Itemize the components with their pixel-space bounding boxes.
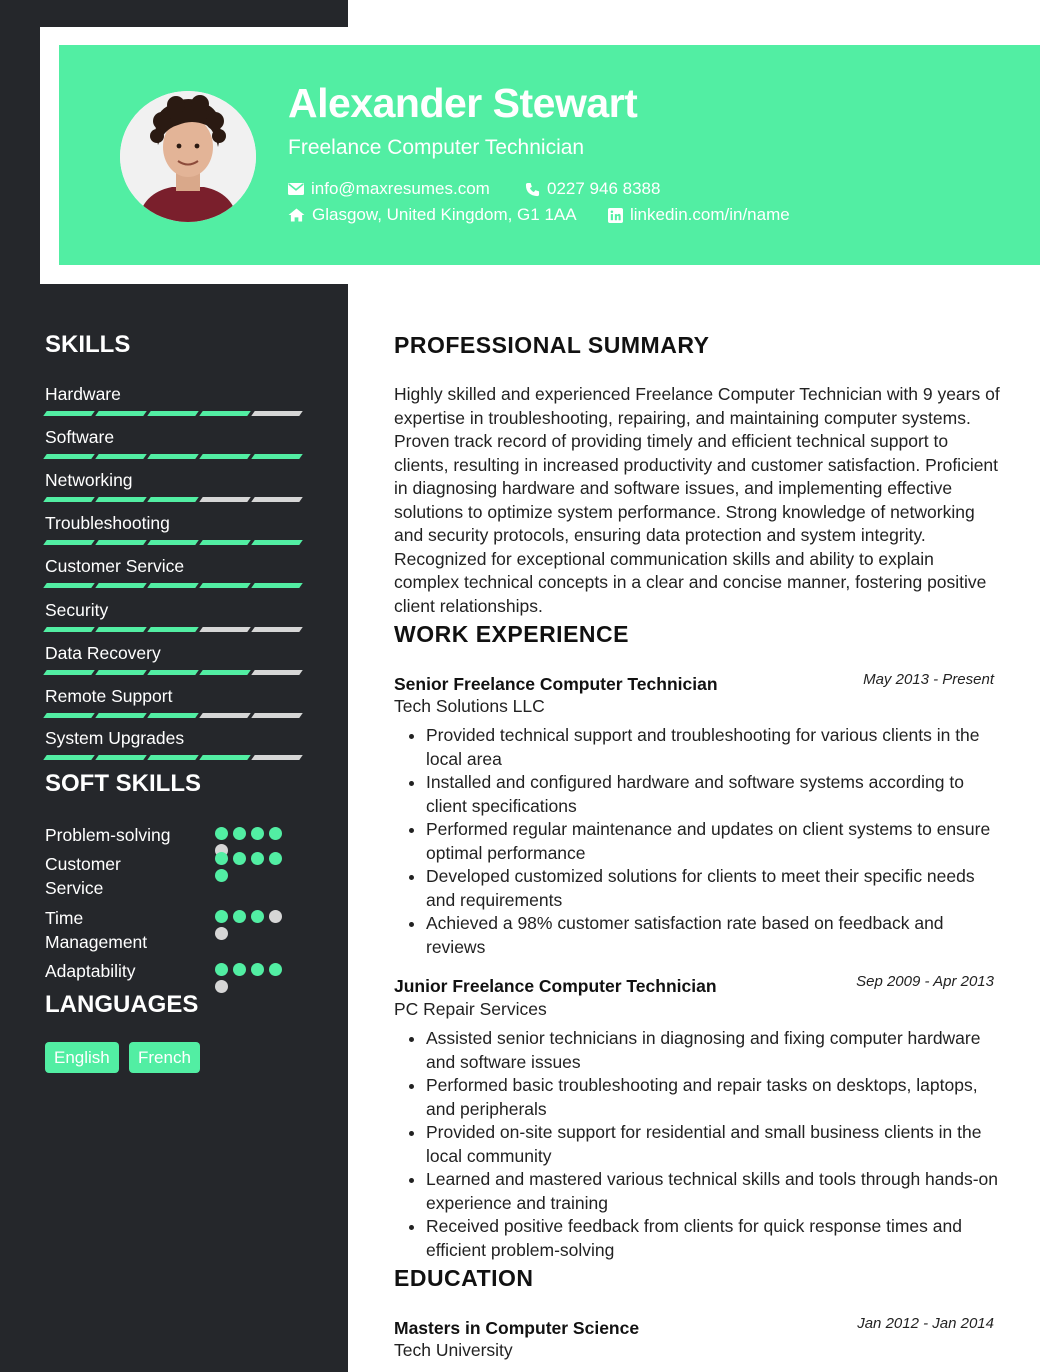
skill-level-segment	[251, 755, 303, 760]
education-heading: EDUCATION	[394, 1265, 534, 1291]
skill-level-segment	[43, 627, 95, 632]
rating-dot	[215, 963, 228, 976]
skill-row	[45, 384, 305, 416]
rating-dot	[269, 852, 282, 865]
skill-label: Security	[45, 600, 109, 620]
rating-dot	[269, 827, 282, 840]
rating-dot	[215, 869, 228, 882]
soft-skill-rating	[215, 910, 290, 940]
skill-level-segment	[147, 713, 199, 718]
skill-level-bar	[45, 627, 305, 632]
skill-row	[45, 427, 305, 459]
skill-level-segment	[199, 713, 251, 718]
skill-level-bar	[45, 583, 305, 588]
rating-dot	[269, 963, 282, 976]
rating-dot	[233, 963, 246, 976]
job-dates: May 2013 - Present	[863, 671, 994, 688]
skill-level-segment	[147, 755, 199, 760]
rating-dot	[269, 910, 282, 923]
skill-level-segment	[251, 497, 303, 502]
job-bullets	[394, 1027, 1000, 1262]
rating-dot	[251, 852, 264, 865]
linkedin-text: linkedin.com/in/name	[630, 205, 790, 224]
skill-label: Hardware	[45, 384, 121, 404]
skill-level-segment	[147, 627, 199, 632]
rating-dot	[233, 827, 246, 840]
skill-level-segment	[199, 497, 251, 502]
soft-skill-label: Customer Service	[45, 854, 121, 898]
language-tag-english: English	[45, 1042, 119, 1073]
skill-level-segment	[251, 540, 303, 545]
skill-level-segment	[95, 540, 147, 545]
skills-heading: SKILLS	[45, 331, 131, 358]
rating-dot	[251, 910, 264, 923]
skill-level-bar	[45, 497, 305, 502]
list-item: • Installed and configured hardware and software systems according to client specifications	[426, 771, 1000, 818]
list-item: • Assisted senior technicians in diagnosing and fixing computer hardware and software issues	[426, 1027, 1000, 1074]
soft-skill-label: Adaptability	[45, 961, 136, 981]
contact-linkedin[interactable]	[608, 205, 790, 225]
skill-label: Data Recovery	[45, 643, 161, 663]
soft-skills-heading: SOFT SKILLS	[45, 770, 201, 797]
skill-level-segment	[147, 540, 199, 545]
rating-dot	[251, 963, 264, 976]
email-text: info@maxresumes.com	[311, 179, 490, 198]
skill-level-bar	[45, 670, 305, 675]
skill-level-segment	[147, 411, 199, 416]
skill-level-segment	[147, 497, 199, 502]
contact-email[interactable]	[288, 179, 490, 199]
phone-text: 0227 946 8388	[547, 179, 661, 198]
skill-level-segment	[251, 583, 303, 588]
rating-dot	[215, 852, 228, 865]
location-text: Glasgow, United Kingdom, G1 1AA	[312, 205, 577, 224]
skill-level-segment	[95, 583, 147, 588]
skill-label: Customer Service	[45, 556, 185, 576]
skill-level-segment	[43, 411, 95, 416]
profile-photo	[120, 91, 256, 222]
job-bullets	[394, 724, 1000, 959]
job-title: Junior Freelance Computer Technician	[394, 976, 717, 996]
degree-title: Masters in Computer Science	[394, 1318, 640, 1338]
rating-dot	[215, 827, 228, 840]
skill-label: Troubleshooting	[45, 513, 170, 533]
summary-text: Highly skilled and experienced Freelance Computer Technician with 9 years of expertise in troubleshooting, repairing, and maintaining computer systems. Proven track record of providing timely and efficient technical support to clients, resulting in increased productivity and customer satisfaction. Proficient in diagnosing hardware and software issues, and implementing effective solutions to optimize system performance. Strong knowledge of networking and security protocols, ensuring data protection and system integrity. Recognized for exceptional communication skills and ability to explain complex technical concepts in a clear and concise manner, fostering positive client relationships.	[394, 384, 1000, 616]
list-item: • Performed regular maintenance and updates on client systems to ensure optimal performance	[426, 818, 1000, 865]
soft-skill-rating	[215, 963, 290, 993]
skill-row	[45, 556, 305, 588]
job-title: Senior Freelance Computer Technician	[394, 674, 718, 694]
skill-level-segment	[43, 497, 95, 502]
skill-level-segment	[95, 627, 147, 632]
skill-level-segment	[95, 411, 147, 416]
list-item: • Provided on-site support for residential and small business clients in the local community	[426, 1121, 1000, 1168]
skill-level-segment	[95, 454, 147, 459]
experience-heading: WORK EXPERIENCE	[394, 621, 629, 647]
rating-dot	[215, 980, 228, 993]
skill-level-segment	[199, 627, 251, 632]
skill-level-segment	[251, 670, 303, 675]
phone-icon	[525, 182, 540, 197]
job-company: Tech Solutions LLC	[394, 696, 545, 716]
list-item: • Provided technical support and troubleshooting for various clients in the local area	[426, 724, 1000, 771]
skill-row	[45, 686, 305, 718]
linkedin-icon	[608, 208, 623, 223]
skill-level-segment	[95, 497, 147, 502]
rating-dot	[233, 910, 246, 923]
skill-level-segment	[95, 670, 147, 675]
skill-level-segment	[43, 713, 95, 718]
skill-level-segment	[95, 713, 147, 718]
language-tag-french: French	[129, 1042, 200, 1073]
list-item: • Learned and mastered various technical skills and tools through hands-on experience and training	[426, 1168, 1000, 1215]
skill-label: System Upgrades	[45, 728, 185, 748]
skill-level-segment	[147, 454, 199, 459]
skill-level-segment	[43, 670, 95, 675]
list-item: • Received positive feedback from clients for quick response times and efficient problem-solving	[426, 1215, 1000, 1262]
contact-location	[288, 205, 577, 225]
skill-row	[45, 513, 305, 545]
skill-level-segment	[199, 411, 251, 416]
skill-level-segment	[199, 583, 251, 588]
education-dates: Jan 2012 - Jan 2014	[857, 1315, 994, 1332]
list-item: • Achieved a 98% customer satisfaction rate based on feedback and reviews	[426, 912, 1000, 959]
skill-label: Software	[45, 427, 115, 447]
skill-level-bar	[45, 755, 305, 760]
skill-level-bar	[45, 713, 305, 718]
envelope-icon	[288, 183, 304, 195]
skill-level-segment	[199, 454, 251, 459]
skill-level-segment	[199, 670, 251, 675]
school-name: Tech University	[394, 1340, 513, 1360]
skill-level-segment	[95, 755, 147, 760]
candidate-name: Alexander Stewart	[288, 80, 638, 126]
soft-skill-rating	[215, 852, 290, 882]
skill-row	[45, 470, 305, 502]
skill-level-segment	[251, 454, 303, 459]
soft-skill-label: Problem-solving	[45, 825, 171, 845]
skill-row	[45, 600, 305, 632]
skill-level-segment	[251, 713, 303, 718]
skill-level-segment	[43, 755, 95, 760]
skill-level-bar	[45, 454, 305, 459]
skill-level-segment	[147, 583, 199, 588]
rating-dot	[215, 910, 228, 923]
home-icon	[288, 208, 305, 222]
skill-level-segment	[199, 755, 251, 760]
job-dates: Sep 2009 - Apr 2013	[856, 973, 994, 990]
skill-row	[45, 643, 305, 675]
list-item: • Developed customized solutions for clients to meet their specific needs and requirements	[426, 865, 1000, 912]
rating-dot	[215, 927, 228, 940]
list-item: • Performed basic troubleshooting and repair tasks on desktops, laptops, and peripherals	[426, 1074, 1000, 1121]
skill-level-segment	[199, 540, 251, 545]
candidate-role: Freelance Computer Technician	[288, 136, 585, 159]
rating-dot	[251, 827, 264, 840]
summary-heading: PROFESSIONAL SUMMARY	[394, 332, 710, 358]
rating-dot	[233, 852, 246, 865]
skill-row	[45, 728, 305, 760]
skill-label: Networking	[45, 470, 133, 490]
skill-level-segment	[43, 540, 95, 545]
soft-skill-label: Time Management	[45, 908, 148, 952]
job-company: PC Repair Services	[394, 999, 547, 1019]
skill-level-bar	[45, 411, 305, 416]
contact-phone[interactable]	[525, 179, 660, 199]
skill-level-segment	[147, 670, 199, 675]
skill-label: Remote Support	[45, 686, 173, 706]
skill-level-bar	[45, 540, 305, 545]
skill-level-segment	[251, 411, 303, 416]
skill-level-segment	[43, 583, 95, 588]
skill-level-segment	[43, 454, 95, 459]
skill-level-segment	[251, 627, 303, 632]
languages-heading: LANGUAGES	[45, 991, 199, 1018]
